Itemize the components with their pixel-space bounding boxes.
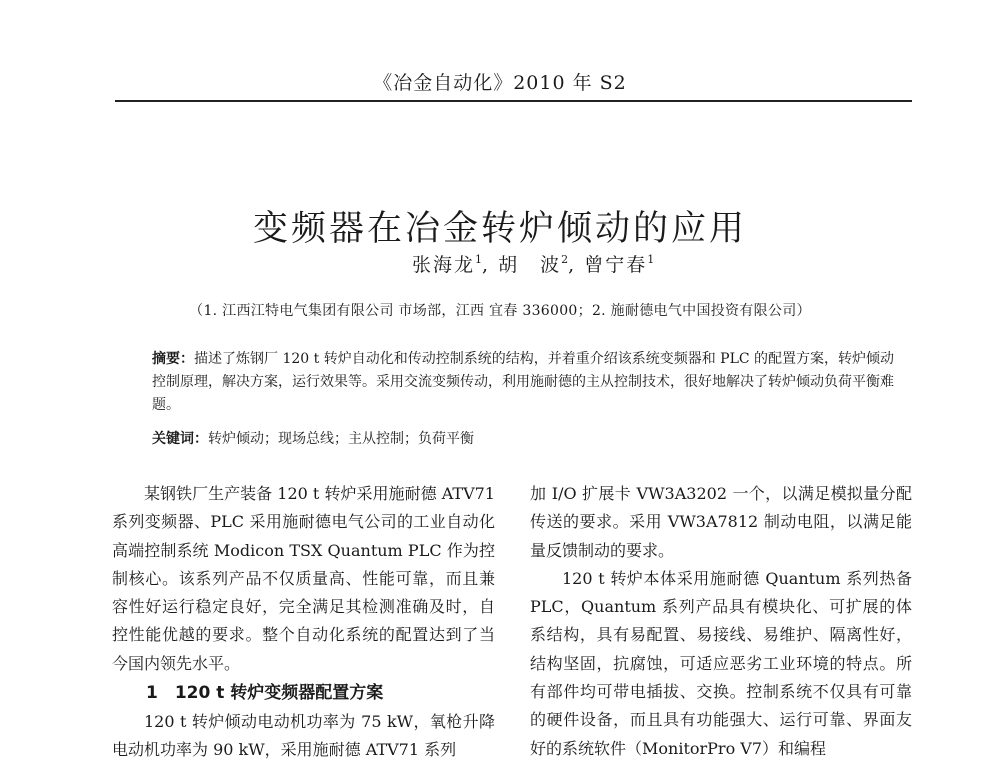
- keywords-text: 转炉倾动；现场总线；主从控制；负荷平衡: [208, 431, 474, 447]
- body-paragraph: 120 t 转炉本体采用施耐德 Quantum 系列热备 PLC，Quantum 系列产品具有模块化、可扩展的体系结构，具有易配置、易接线、易维护、隔离性好，结构坚固，抗腐蚀，可适应恶劣工业环境的特点。所有部件均可带电插拔、交换。控制系统不仅具有可靠的硬件设备，而且具有功能强大、运行可靠、界面友好的系统软件（MonitorPro V7）和编程: [530, 568, 912, 758]
- body-paragraph: 加 I/O 扩展卡 VW3A3202 一个，以满足模拟量分配传送的要求。采用 VW3A7812 制动电阻，以满足能量反馈制动的要求。: [530, 484, 912, 560]
- author-list: [412, 250, 654, 277]
- section-heading: 1 120 t 转炉变频器配置方案: [146, 683, 384, 704]
- affiliations: （1. 江西江特电气集团有限公司 市场部，江西 宜春 336000；2. 施耐德电气中国投资有限公司）: [189, 303, 811, 319]
- header-rule: [115, 100, 912, 102]
- journal-header: 《冶金自动化》2010 年 S2: [373, 72, 627, 94]
- abstract: [152, 348, 900, 417]
- body-column-right: [530, 480, 912, 763]
- body-column-left: [112, 480, 495, 765]
- author-affil-mark: 1: [647, 253, 655, 266]
- keywords-label: 关键词：: [152, 431, 208, 447]
- author-name: 曾宁春: [584, 254, 648, 276]
- abstract-label: 摘要：: [152, 351, 194, 367]
- abstract-text: 描述了炼钢厂 120 t 转炉自动化和传动控制系统的结构，并着重介绍该系统变频器和 PLC 的配置方案，转炉倾动控制原理，解决方案，运行效果等。采用交流变频传动，利用施耐德的主从控制技术，很好地解决了转炉倾动负荷平衡难题。: [152, 351, 895, 413]
- author-separator: ,: [568, 254, 577, 276]
- author-affil-mark: 1: [475, 253, 483, 266]
- author-name: 胡 波: [498, 254, 562, 276]
- author-separator: ,: [482, 254, 491, 276]
- keywords: [152, 428, 900, 451]
- body-paragraph: 120 t 转炉倾动电动机功率为 75 kW，氧枪升降电动机功率为 90 kW，采用施耐德 ATV71 系列: [112, 712, 495, 760]
- paper-title: 变频器在冶金转炉倾动的应用: [252, 209, 747, 250]
- body-paragraph: 某钢铁厂生产装备 120 t 转炉采用施耐德 ATV71 系列变频器、PLC 采用施耐德电气公司的工业自动化高端控制系统 Modicon TSX Quantum PLC 作为控制核心。该系列产品不仅质量高、性能可靠，而且兼容性好运行稳定良好，完全满足其检测准确及时，自控性能优越的要求。整个自动化系统的配置达到了当今国内领先水平。: [112, 484, 495, 673]
- author-affil-mark: 2: [561, 253, 569, 266]
- author-name: 张海龙: [412, 254, 476, 276]
